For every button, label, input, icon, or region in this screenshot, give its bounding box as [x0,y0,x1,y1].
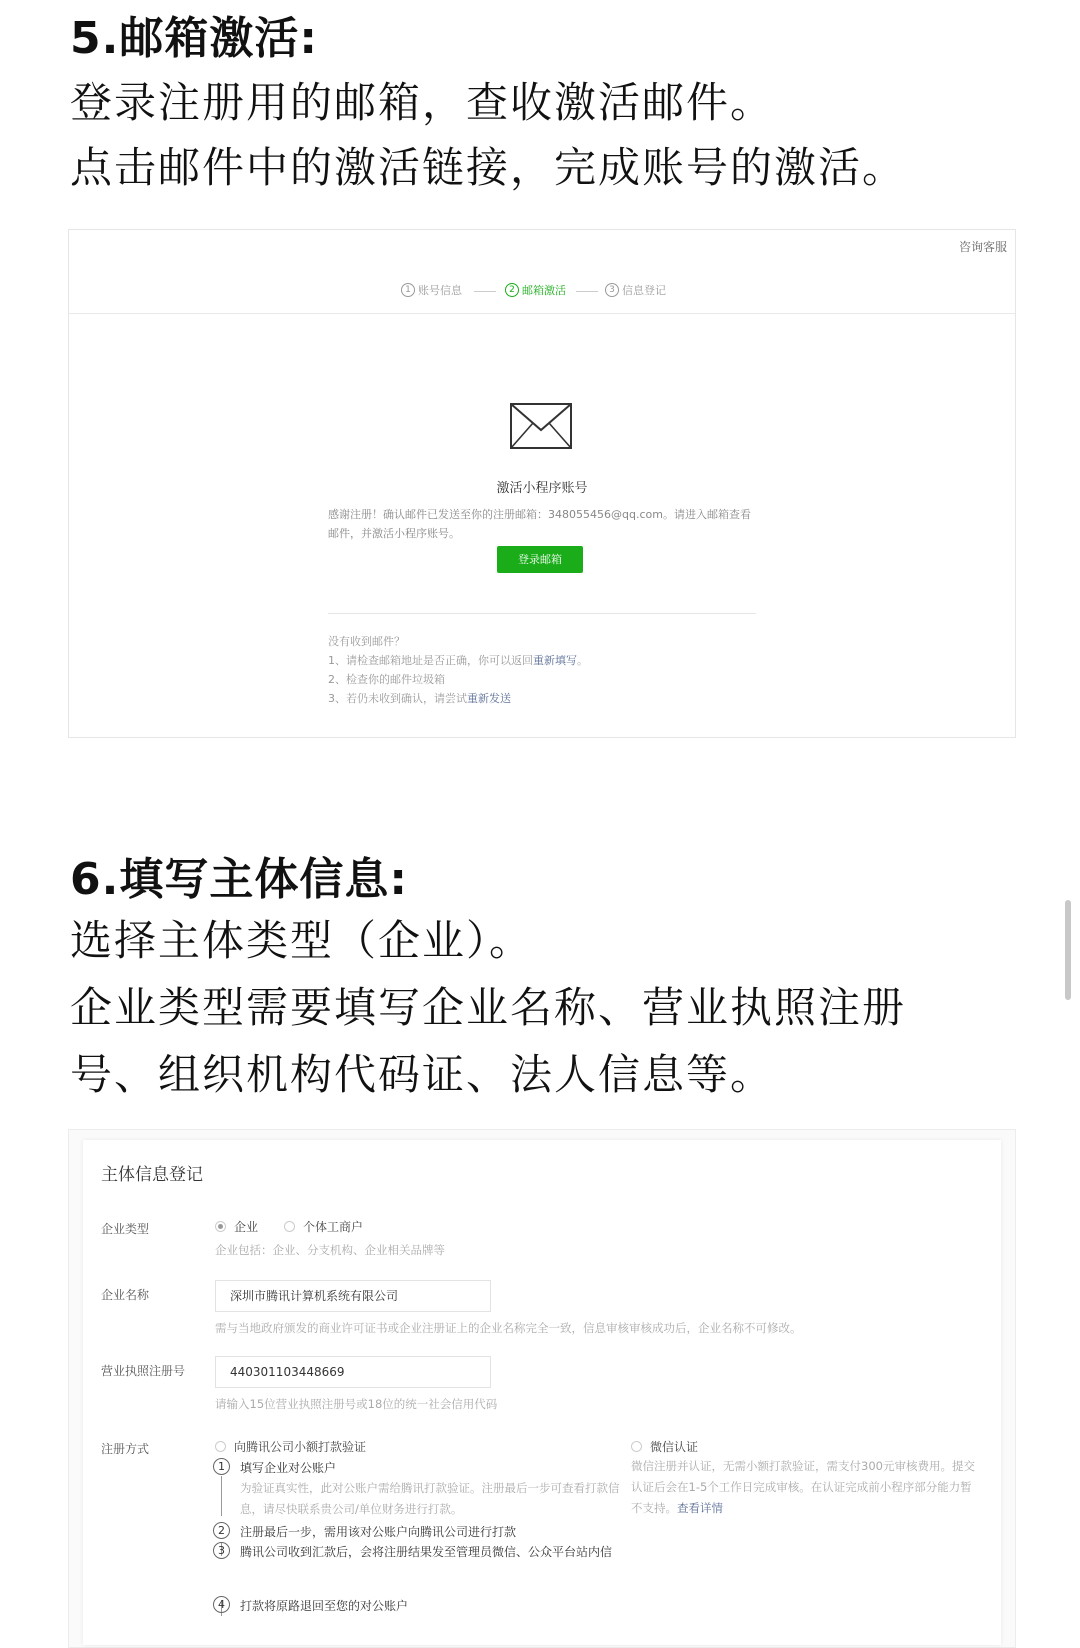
step-number: 2 [213,1522,230,1539]
card-title: 主体信息登记 [101,1165,203,1185]
radio-wechat-verification[interactable] [631,1438,698,1455]
tip-1-suffix: 。 [577,654,588,667]
step-info-registration [605,282,666,298]
company-name-input[interactable]: 深圳市腾讯计算机系统有限公司 [215,1280,491,1312]
activation-title: 激活小程序账号 [496,481,588,496]
transfer-step-2 [213,1522,516,1542]
company-name-label: 企业名称 [101,1288,150,1302]
wechat-verification-desc-text: 微信注册并认证，无需小额打款验证，需支付300元审核费用。提交认证后会在1-5个工作日完成审核。在认证完成前小程序部分能力暂不支持。 [631,1459,975,1515]
step-text: 注册最后一步，需用该对公账户向腾讯公司进行打款 [240,1525,517,1539]
radio-unselected-icon [631,1441,642,1452]
no-email-help [328,632,588,708]
step-account-info [401,282,462,298]
entity-info-card [83,1140,1001,1645]
license-number-hint: 请输入15位营业执照注册号或18位的统一社会信用代码 [215,1397,498,1411]
tip-2: 2、检查你的邮件垃圾箱 [328,673,445,686]
step-text: 填写企业对公账户 [240,1461,337,1475]
radio-unselected-icon [284,1221,295,1232]
tip-3-text: 3、若仍未收到确认，请尝试 [328,692,467,705]
step-number: 1 [401,283,415,297]
radio-unselected-icon [215,1441,226,1452]
section6-line3: 号、组织机构代码证、法人信息等。 [70,1050,775,1099]
section5-heading: 5.邮箱激活: [70,13,318,64]
radio-enterprise[interactable] [215,1218,258,1235]
section5-line1: 登录注册用的邮箱，查收激活邮件。 [70,78,775,127]
radio-selected-icon [215,1221,226,1232]
step-text: 打款将原路退回至您的对公账户 [240,1599,409,1613]
radio-bank-transfer[interactable] [215,1438,366,1455]
company-type-hint: 企业包括：企业、分支机构、企业相关品牌等 [215,1243,445,1257]
radio-enterprise-label: 企业 [234,1220,259,1234]
license-number-input[interactable]: 440301103448669 [215,1356,491,1388]
resend-link[interactable]: 重新发送 [467,692,511,705]
company-type-label: 企业类型 [101,1222,150,1236]
activation-description: 感谢注册！确认邮件已发送至你的注册邮箱：348055456@qq.com。请进入邮箱查看邮件，并激活小程序账号。 [328,508,751,540]
content-divider [328,613,756,614]
step-separator [474,291,496,292]
transfer-step-1-note: 为验证真实性，此对公账户需给腾讯打款验证。注册最后一步可查看打款信息，请尽快联系贵公司/单位财务进行打款。 [240,1481,620,1516]
license-number-label: 营业执照注册号 [101,1364,186,1378]
tip-1 [328,651,588,670]
step-label: 账号信息 [418,284,462,297]
transfer-step-1 [213,1458,336,1478]
wechat-verification-desc [631,1456,981,1519]
transfer-step-3 [213,1542,623,1562]
step-label: 邮箱激活 [522,284,566,297]
envelope-icon [510,403,572,449]
tip-1-text: 1、请检查邮箱地址是否正确，你可以返回 [328,654,533,667]
no-email-title: 没有收到邮件？ [328,635,405,648]
section5-line2: 点击邮件中的激活链接，完成账号的激活。 [70,143,907,192]
view-details-link[interactable]: 查看详情 [677,1501,723,1515]
step-email-activation [505,282,566,298]
tip-3 [328,689,588,708]
bank-transfer-label: 向腾讯公司小额打款验证 [234,1440,367,1454]
entity-info-screenshot [68,1129,1016,1648]
header-divider [69,313,1015,314]
section6-line2: 企业类型需要填写企业名称、营业执照注册 [70,983,907,1032]
customer-service-link[interactable]: 咨询客服 [958,240,1007,254]
wechat-verification-label: 微信认证 [650,1440,699,1454]
section6-heading: 6.填写主体信息: [70,854,408,905]
company-name-hint: 需与当地政府颁发的商业许可证书或企业注册证上的企业名称完全一致，信息审核审核成功后，企业名称不可修改。 [215,1321,802,1335]
refill-link[interactable]: 重新填写 [533,654,577,667]
login-email-button[interactable]: 登录邮箱 [497,546,583,573]
registration-method-label: 注册方式 [101,1442,150,1456]
step-label: 信息登记 [622,284,666,297]
step-number: 2 [505,283,519,297]
page-scrollbar[interactable] [1065,900,1071,1000]
step-number: 4 [213,1596,230,1613]
step-number: 3 [605,283,619,297]
step-separator [576,291,598,292]
step-text: 腾讯公司收到汇款后，会将注册结果发至管理员微信、公众平台站内信 [240,1545,613,1559]
step-indicator [69,282,1015,302]
section6-line1: 选择主体类型（企业）。 [70,916,534,965]
transfer-step-4 [213,1596,408,1616]
step-number: 3 [213,1542,230,1559]
email-activation-screenshot [68,229,1016,738]
step-number: 1 [213,1458,230,1475]
radio-individual-business[interactable] [284,1218,363,1235]
radio-individual-label: 个体工商户 [303,1220,364,1234]
timeline-line [221,1476,222,1516]
